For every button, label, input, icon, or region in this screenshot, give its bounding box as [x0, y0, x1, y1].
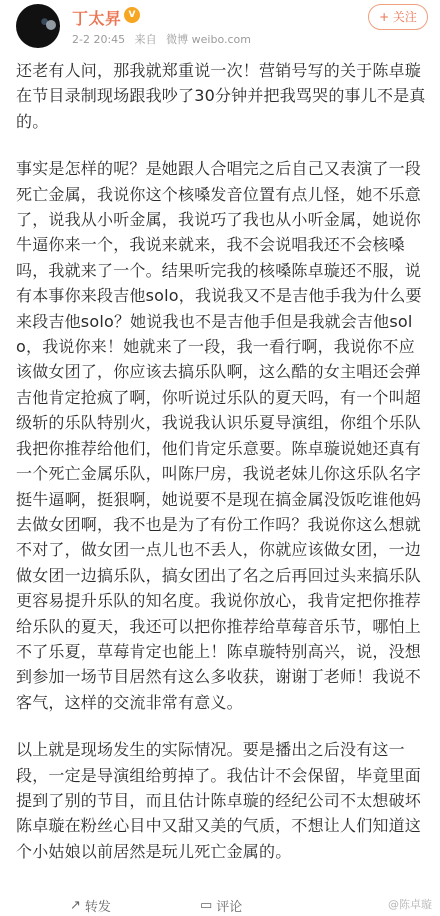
paragraph-3: 以上就是现场发生的实际情况。要是播出之后没有这一段，一定是导演组给剪掉了。我估计不会保留，毕竟里面提到了别的节目，而且估计陈卓璇的经纪公司不太想破坏陈卓璇在粉丝心目中又甜又美的气质，不想让人们知道这个小姑娘以前居然是玩儿死亡金属的。 — [16, 740, 422, 861]
watermark: @陈卓璇 — [388, 898, 432, 911]
comment-button[interactable] — [200, 896, 242, 915]
share-icon: ↗ — [70, 898, 81, 913]
follow-button[interactable]: + 关注 — [368, 4, 428, 30]
source-prefix: 来自 — [134, 33, 157, 46]
post-time[interactable]: 2-2 20:45 — [72, 33, 126, 46]
post-meta — [72, 31, 257, 47]
share-button[interactable] — [70, 896, 111, 915]
source-link[interactable]: 微博 weibo.com — [166, 33, 251, 46]
comment-label: 评论 — [216, 900, 243, 915]
user-name[interactable]: 丁太昇 — [72, 9, 122, 28]
share-label: 转发 — [84, 900, 111, 915]
comment-icon: ▭ — [200, 898, 213, 913]
paragraph-2: 事实是怎样的呢？是她跟人合唱完之后自己又表演了一段死亡金属，我说你这个核嗓发音位置有点儿怪，她不乐意了，说我从小听金属，我说巧了我也从小听金属，她说你牛逼你来一个，我说来就来，我不会说唱我还不会核嗓吗，我就来了一个。结果听完我的核嗓陈卓璇还不服，说有本事你来段吉他solo，我说我又不是吉他手我为什么要来段吉他solo？她说我也不是吉他手但是我就会吉他solo，我说你来！她就来了一段，我一看行啊，我说你不应该做女团了，你应该去搞乐队啊，这么酷的女主唱还会弹吉他肯定抢疯了啊，你听说过乐队的夏天吗，有一个叫超级斩的乐队特别火，我说我认识乐夏导演组，你组个乐队我把你推荐给他们，他们肯定乐意要。陈卓璇说她还真有一个死亡金属乐队，叫陈尸房，我说老妹儿你这乐队名字挺牛逼啊，挺狠啊，她说要不是现在搞金属没饭吃谁他妈去做女团啊，我不也是为了有份工作吗？我说你这么想就不对了，做女团一点儿也不丢人，你就应该做女团，一边做女团一边搞乐队，搞女团出了名之后再回过头来搞乐队更容易提升乐队的知名度。我说你放心，我肯定把你推荐给乐队的夏天，我还可以把你推荐给草莓音乐节，哪怕上不了乐夏，草莓肯定也能上！陈卓璇特别高兴，说，没想到参加一场节目居然有这么多收获，谢谢丁老师！我说不客气，这样的交流非常有意义。 — [16, 159, 422, 712]
post-content — [16, 58, 430, 864]
avatar[interactable] — [16, 4, 60, 48]
post-header — [0, 0, 440, 52]
paragraph-1: 还老有人问，那我就郑重说一次！营销号写的关于陈卓璇在节目录制现场跟我吵了30分钟并把我骂哭的事儿不是真的。 — [16, 61, 426, 131]
action-bar — [0, 896, 440, 916]
vip-badge-icon: V — [124, 7, 140, 23]
